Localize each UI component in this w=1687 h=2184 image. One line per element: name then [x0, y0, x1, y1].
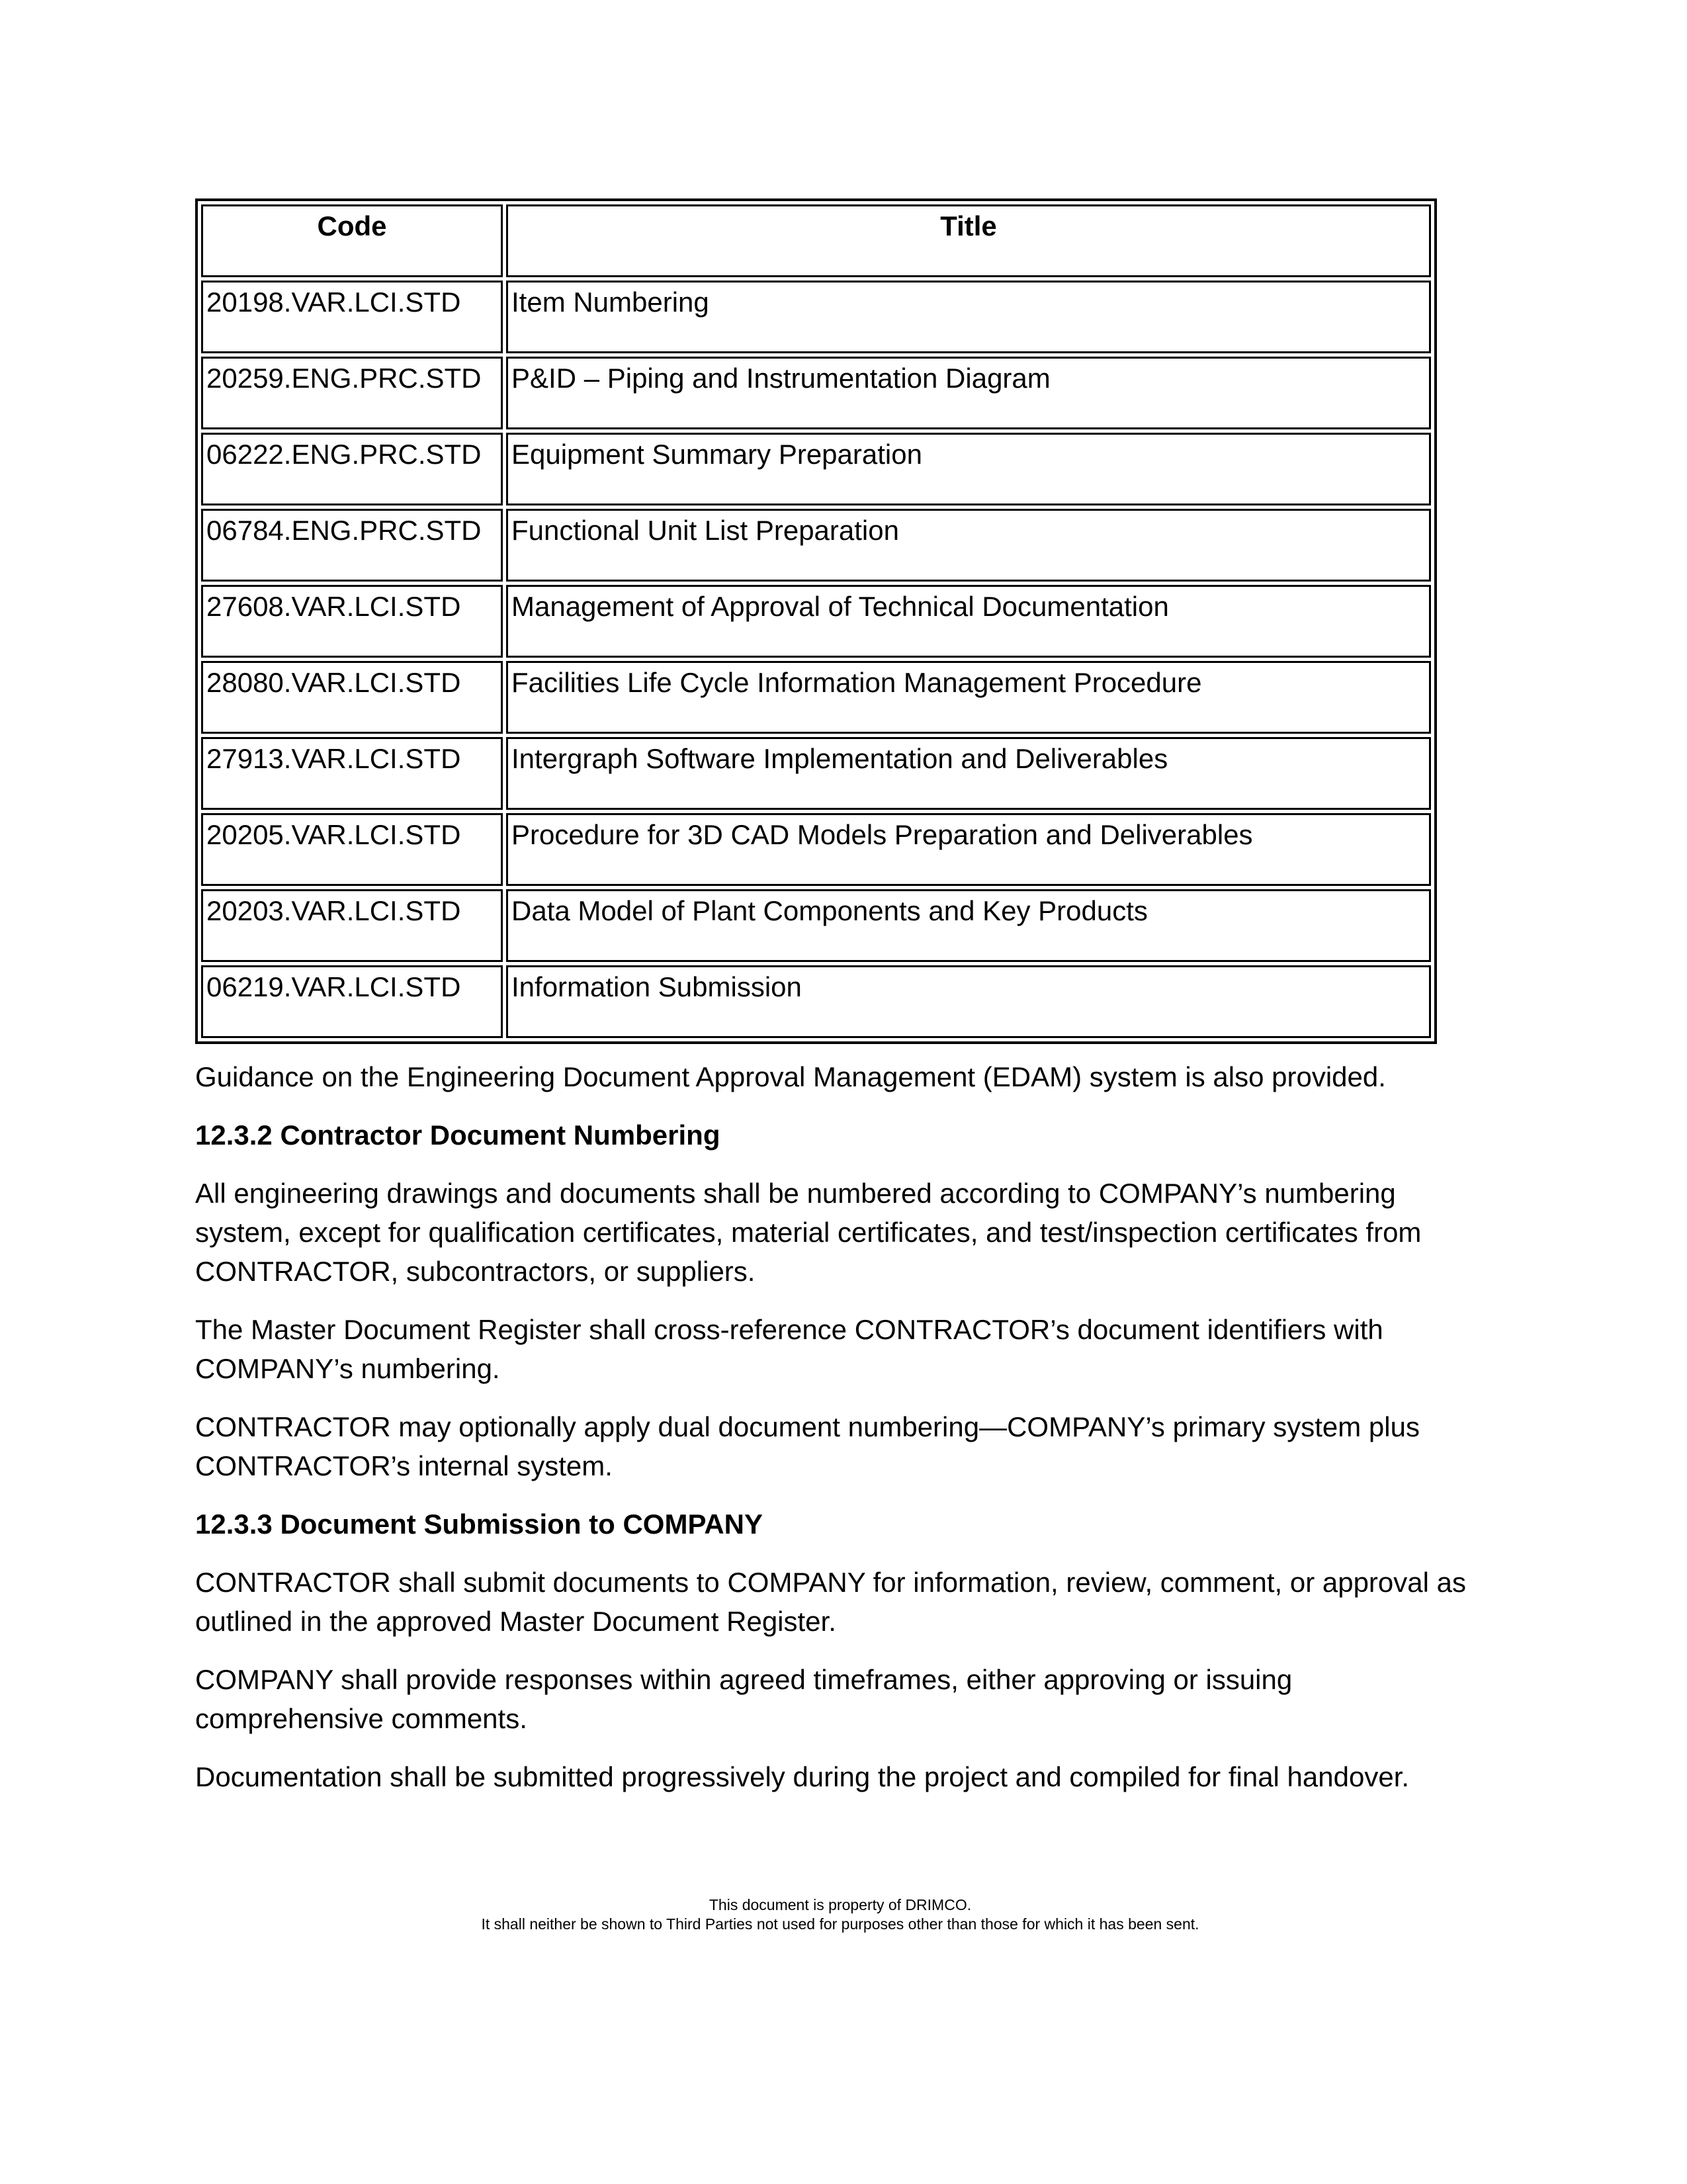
- table-row: [201, 661, 1431, 734]
- code-cell: 20203.VAR.LCI.STD: [201, 889, 503, 962]
- title-cell: Equipment Summary Preparation: [506, 433, 1431, 505]
- table-row: [201, 737, 1431, 810]
- table-row: [201, 433, 1431, 505]
- paragraph-numbering-2: The Master Document Register shall cross-reference CONTRACTOR’s document identifiers with COMPANY’s numbering.: [195, 1314, 1383, 1384]
- code-cell: 06219.VAR.LCI.STD: [201, 965, 503, 1038]
- title-cell: Item Numbering: [506, 281, 1431, 353]
- table-header-title: Title: [506, 204, 1431, 277]
- table-header-code: Code: [201, 204, 503, 277]
- paragraph-submission-2: COMPANY shall provide responses within agreed timeframes, either approving or issuing comprehensive comments.: [195, 1664, 1293, 1734]
- paragraph-numbering-3: CONTRACTOR may optionally apply dual document numbering—COMPANY’s primary system plus CONTRACTOR’s internal system.: [195, 1411, 1420, 1481]
- heading-12-3-3: 12.3.3 Document Submission to COMPANY: [195, 1508, 763, 1540]
- heading-12-3-2: 12.3.2 Contractor Document Numbering: [195, 1119, 720, 1151]
- code-cell: 27913.VAR.LCI.STD: [201, 737, 503, 810]
- title-cell: Intergraph Software Implementation and Deliverables: [506, 737, 1431, 810]
- paragraph-guidance: Guidance on the Engineering Document Approval Management (EDAM) system is also provided.: [195, 1061, 1386, 1092]
- title-cell: Procedure for 3D CAD Models Preparation and Deliverables: [506, 813, 1431, 886]
- paragraph-submission-1: CONTRACTOR shall submit documents to COMPANY for information, review, comment, or approval as outlined in the approved Master Document Register.: [195, 1567, 1466, 1637]
- code-cell: 28080.VAR.LCI.STD: [201, 661, 503, 734]
- table-row: [201, 281, 1431, 353]
- title-cell: Functional Unit List Preparation: [506, 509, 1431, 582]
- paragraph-submission-3: Documentation shall be submitted progressively during the project and compiled for final handover.: [195, 1761, 1410, 1792]
- table-row: [201, 357, 1431, 429]
- footer-line-2: It shall neither be shown to Third Parties not used for purposes other than those for which it has been sent.: [481, 1915, 1199, 1933]
- code-cell: 20259.ENG.PRC.STD: [201, 357, 503, 429]
- table-row: [201, 965, 1431, 1038]
- title-cell: P&ID – Piping and Instrumentation Diagram: [506, 357, 1431, 429]
- code-cell: 20205.VAR.LCI.STD: [201, 813, 503, 886]
- code-cell: 27608.VAR.LCI.STD: [201, 585, 503, 658]
- code-cell: 06222.ENG.PRC.STD: [201, 433, 503, 505]
- title-cell: Data Model of Plant Components and Key Products: [506, 889, 1431, 962]
- table-row: [201, 813, 1431, 886]
- title-cell: Facilities Life Cycle Information Management Procedure: [506, 661, 1431, 734]
- code-cell: 20198.VAR.LCI.STD: [201, 281, 503, 353]
- title-cell: Management of Approval of Technical Documentation: [506, 585, 1431, 658]
- table-header-row: [201, 204, 1431, 277]
- footer-line-1: This document is property of DRIMCO.: [709, 1896, 972, 1913]
- paragraph-numbering-1: All engineering drawings and documents shall be numbered according to COMPANY’s numbering system, except for qualification certificates, material certificates, and test/inspection certificates from CONTRACTOR, subcontractors, or suppliers.: [195, 1178, 1422, 1287]
- standards-table: [195, 198, 1437, 1044]
- body-text: [195, 1057, 1485, 1796]
- table-row: [201, 509, 1431, 582]
- table-row: [201, 585, 1431, 658]
- confidentiality-footer: [195, 1896, 1485, 1934]
- table-row: [201, 889, 1431, 962]
- code-cell: 06784.ENG.PRC.STD: [201, 509, 503, 582]
- title-cell: Information Submission: [506, 965, 1431, 1038]
